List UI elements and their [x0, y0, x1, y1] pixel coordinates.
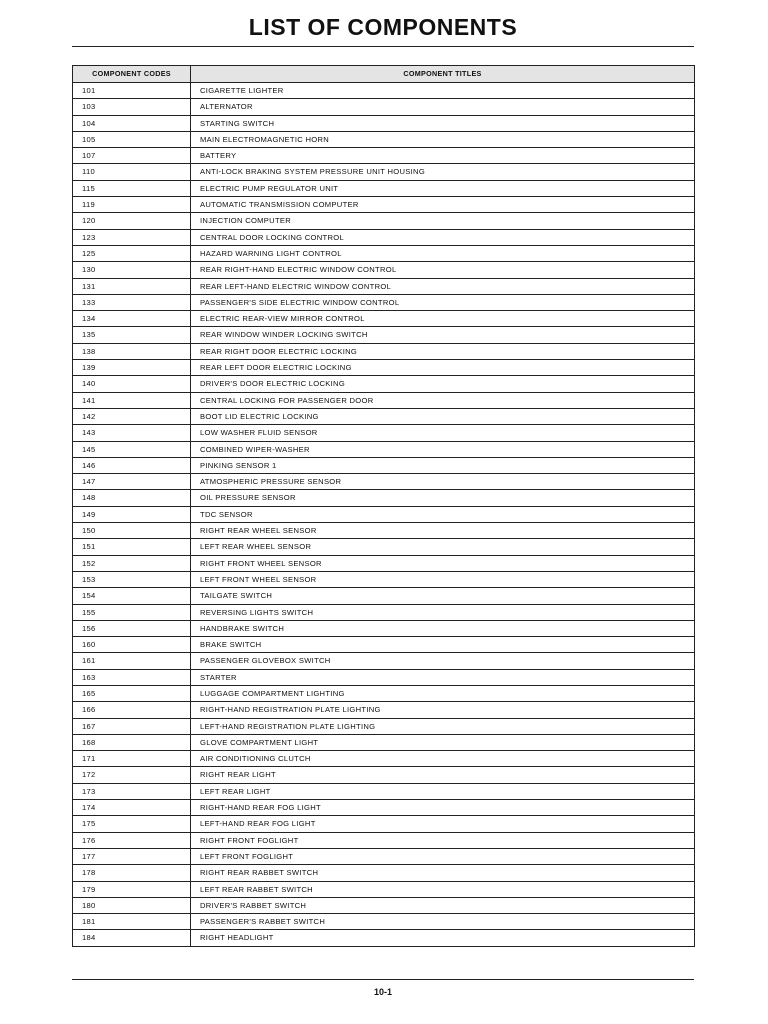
- component-title-cell: LEFT REAR LIGHT: [191, 783, 695, 799]
- table-row: [73, 914, 695, 930]
- table-header-row: [73, 66, 695, 83]
- table-row: [73, 262, 695, 278]
- component-title-cell: STARTER: [191, 669, 695, 685]
- component-code-cell: 133: [73, 294, 191, 310]
- component-title-cell: BOOT LID ELECTRIC LOCKING: [191, 408, 695, 424]
- component-title-cell: REAR WINDOW WINDER LOCKING SWITCH: [191, 327, 695, 343]
- component-title-cell: TDC SENSOR: [191, 506, 695, 522]
- component-code-cell: 149: [73, 506, 191, 522]
- component-code-cell: 165: [73, 685, 191, 701]
- table-row: [73, 441, 695, 457]
- component-title-cell: CENTRAL LOCKING FOR PASSENGER DOOR: [191, 392, 695, 408]
- table-row: [73, 734, 695, 750]
- component-code-cell: 105: [73, 131, 191, 147]
- component-code-cell: 177: [73, 848, 191, 864]
- component-code-cell: 178: [73, 865, 191, 881]
- component-code-cell: 141: [73, 392, 191, 408]
- component-title-cell: REAR RIGHT-HAND ELECTRIC WINDOW CONTROL: [191, 262, 695, 278]
- component-code-cell: 150: [73, 523, 191, 539]
- component-title-cell: LOW WASHER FLUID SENSOR: [191, 425, 695, 441]
- component-title-cell: RIGHT REAR LIGHT: [191, 767, 695, 783]
- component-code-cell: 176: [73, 832, 191, 848]
- component-code-cell: 147: [73, 474, 191, 490]
- component-code-cell: 175: [73, 816, 191, 832]
- table-row: [73, 702, 695, 718]
- table-row: [73, 229, 695, 245]
- component-code-cell: 166: [73, 702, 191, 718]
- component-title-cell: LEFT FRONT FOGLIGHT: [191, 848, 695, 864]
- component-title-cell: PASSENGER GLOVEBOX SWITCH: [191, 653, 695, 669]
- component-code-cell: 119: [73, 197, 191, 213]
- component-title-cell: LEFT REAR WHEEL SENSOR: [191, 539, 695, 555]
- table-row: [73, 832, 695, 848]
- component-code-cell: 180: [73, 897, 191, 913]
- table-row: [73, 506, 695, 522]
- component-title-cell: GLOVE COMPARTMENT LIGHT: [191, 734, 695, 750]
- table-row: [73, 213, 695, 229]
- component-title-cell: RIGHT FRONT FOGLIGHT: [191, 832, 695, 848]
- table-row: [73, 604, 695, 620]
- component-code-cell: 167: [73, 718, 191, 734]
- component-title-cell: PINKING SENSOR 1: [191, 457, 695, 473]
- table-row: [73, 294, 695, 310]
- table-row: [73, 474, 695, 490]
- table-row: [73, 800, 695, 816]
- component-title-cell: CIGARETTE LIGHTER: [191, 83, 695, 99]
- page-title: LIST OF COMPONENTS: [248, 14, 518, 40]
- component-title-cell: DRIVER'S DOOR ELECTRIC LOCKING: [191, 376, 695, 392]
- component-title-cell: PASSENGER'S SIDE ELECTRIC WINDOW CONTROL: [191, 294, 695, 310]
- component-code-cell: 151: [73, 539, 191, 555]
- component-title-cell: BATTERY: [191, 148, 695, 164]
- component-code-cell: 174: [73, 800, 191, 816]
- component-title-cell: MAIN ELECTROMAGNETIC HORN: [191, 131, 695, 147]
- component-title-cell: RIGHT HEADLIGHT: [191, 930, 695, 946]
- component-title-cell: COMBINED WIPER-WASHER: [191, 441, 695, 457]
- component-title-cell: LEFT FRONT WHEEL SENSOR: [191, 571, 695, 587]
- component-code-cell: 135: [73, 327, 191, 343]
- table-row: [73, 278, 695, 294]
- table-row: [73, 848, 695, 864]
- component-title-cell: REAR LEFT DOOR ELECTRIC LOCKING: [191, 360, 695, 376]
- component-title-cell: LUGGAGE COMPARTMENT LIGHTING: [191, 685, 695, 701]
- component-title-cell: ELECTRIC REAR-VIEW MIRROR CONTROL: [191, 311, 695, 327]
- component-code-cell: 125: [73, 245, 191, 261]
- table-row: [73, 718, 695, 734]
- component-code-cell: 148: [73, 490, 191, 506]
- table-row: [73, 881, 695, 897]
- component-code-cell: 181: [73, 914, 191, 930]
- component-title-cell: RIGHT REAR RABBET SWITCH: [191, 865, 695, 881]
- component-code-cell: 160: [73, 637, 191, 653]
- component-code-cell: 134: [73, 311, 191, 327]
- component-title-cell: RIGHT FRONT WHEEL SENSOR: [191, 555, 695, 571]
- component-code-cell: 142: [73, 408, 191, 424]
- table-row: [73, 571, 695, 587]
- component-code-cell: 168: [73, 734, 191, 750]
- component-title-cell: REAR LEFT-HAND ELECTRIC WINDOW CONTROL: [191, 278, 695, 294]
- table-row: [73, 637, 695, 653]
- table-row: [73, 360, 695, 376]
- component-title-cell: REVERSING LIGHTS SWITCH: [191, 604, 695, 620]
- component-code-cell: 103: [73, 99, 191, 115]
- table-row: [73, 457, 695, 473]
- table-row: [73, 425, 695, 441]
- component-code-cell: 130: [73, 262, 191, 278]
- component-code-cell: 140: [73, 376, 191, 392]
- component-code-cell: 101: [73, 83, 191, 99]
- table-row: [73, 669, 695, 685]
- table-row: [73, 490, 695, 506]
- table-row: [73, 311, 695, 327]
- table-row: [73, 930, 695, 946]
- table-row: [73, 897, 695, 913]
- component-code-cell: 173: [73, 783, 191, 799]
- component-code-cell: 163: [73, 669, 191, 685]
- table-row: [73, 131, 695, 147]
- table-row: [73, 751, 695, 767]
- table-row: [73, 685, 695, 701]
- component-title-cell: STARTING SWITCH: [191, 115, 695, 131]
- footer-divider: [72, 979, 694, 980]
- component-code-cell: 123: [73, 229, 191, 245]
- component-title-cell: LEFT-HAND REAR FOG LIGHT: [191, 816, 695, 832]
- component-code-cell: 179: [73, 881, 191, 897]
- component-title-cell: INJECTION COMPUTER: [191, 213, 695, 229]
- table-row: [73, 197, 695, 213]
- component-title-cell: BRAKE SWITCH: [191, 637, 695, 653]
- component-title-cell: ATMOSPHERIC PRESSURE SENSOR: [191, 474, 695, 490]
- table-row: [73, 816, 695, 832]
- component-title-cell: AIR CONDITIONING CLUTCH: [191, 751, 695, 767]
- table-row: [73, 653, 695, 669]
- component-title-cell: DRIVER'S RABBET SWITCH: [191, 897, 695, 913]
- page-number: 10-1: [373, 987, 392, 997]
- table-row: [73, 180, 695, 196]
- component-code-cell: 155: [73, 604, 191, 620]
- component-code-cell: 152: [73, 555, 191, 571]
- component-title-cell: AUTOMATIC TRANSMISSION COMPUTER: [191, 197, 695, 213]
- component-title-cell: PASSENGER'S RABBET SWITCH: [191, 914, 695, 930]
- component-code-cell: 156: [73, 620, 191, 636]
- component-title-cell: RIGHT REAR WHEEL SENSOR: [191, 523, 695, 539]
- component-code-cell: 131: [73, 278, 191, 294]
- header-component-titles: COMPONENT TITLES: [191, 66, 695, 83]
- title-divider: [72, 46, 694, 47]
- table-row: [73, 164, 695, 180]
- table-row: [73, 327, 695, 343]
- table-row: [73, 523, 695, 539]
- table-row: [73, 148, 695, 164]
- component-code-cell: 172: [73, 767, 191, 783]
- component-title-cell: ELECTRIC PUMP REGULATOR UNIT: [191, 180, 695, 196]
- table-row: [73, 767, 695, 783]
- component-title-cell: OIL PRESSURE SENSOR: [191, 490, 695, 506]
- component-code-cell: 154: [73, 588, 191, 604]
- component-title-cell: ALTERNATOR: [191, 99, 695, 115]
- table-row: [73, 392, 695, 408]
- component-code-cell: 115: [73, 180, 191, 196]
- table-row: [73, 99, 695, 115]
- table-row: [73, 539, 695, 555]
- table-row: [73, 865, 695, 881]
- component-title-cell: CENTRAL DOOR LOCKING CONTROL: [191, 229, 695, 245]
- component-title-cell: RIGHT-HAND REAR FOG LIGHT: [191, 800, 695, 816]
- component-title-cell: REAR RIGHT DOOR ELECTRIC LOCKING: [191, 343, 695, 359]
- table-row: [73, 115, 695, 131]
- component-title-cell: RIGHT-HAND REGISTRATION PLATE LIGHTING: [191, 702, 695, 718]
- table-row: [73, 620, 695, 636]
- table-row: [73, 83, 695, 99]
- component-code-cell: 143: [73, 425, 191, 441]
- component-code-cell: 104: [73, 115, 191, 131]
- component-code-cell: 138: [73, 343, 191, 359]
- table-row: [73, 245, 695, 261]
- component-code-cell: 120: [73, 213, 191, 229]
- components-table: [72, 65, 695, 947]
- table-row: [73, 408, 695, 424]
- component-title-cell: ANTI-LOCK BRAKING SYSTEM PRESSURE UNIT HOUSING: [191, 164, 695, 180]
- component-code-cell: 153: [73, 571, 191, 587]
- component-code-cell: 171: [73, 751, 191, 767]
- component-code-cell: 161: [73, 653, 191, 669]
- table-row: [73, 555, 695, 571]
- component-code-cell: 139: [73, 360, 191, 376]
- component-code-cell: 145: [73, 441, 191, 457]
- component-code-cell: 146: [73, 457, 191, 473]
- component-title-cell: LEFT-HAND REGISTRATION PLATE LIGHTING: [191, 718, 695, 734]
- table-row: [73, 343, 695, 359]
- component-code-cell: 110: [73, 164, 191, 180]
- header-component-codes: COMPONENT CODES: [73, 66, 191, 83]
- table-row: [73, 376, 695, 392]
- component-title-cell: HAZARD WARNING LIGHT CONTROL: [191, 245, 695, 261]
- component-title-cell: TAILGATE SWITCH: [191, 588, 695, 604]
- component-code-cell: 184: [73, 930, 191, 946]
- table-row: [73, 588, 695, 604]
- table-row: [73, 783, 695, 799]
- component-code-cell: 107: [73, 148, 191, 164]
- component-title-cell: LEFT REAR RABBET SWITCH: [191, 881, 695, 897]
- component-title-cell: HANDBRAKE SWITCH: [191, 620, 695, 636]
